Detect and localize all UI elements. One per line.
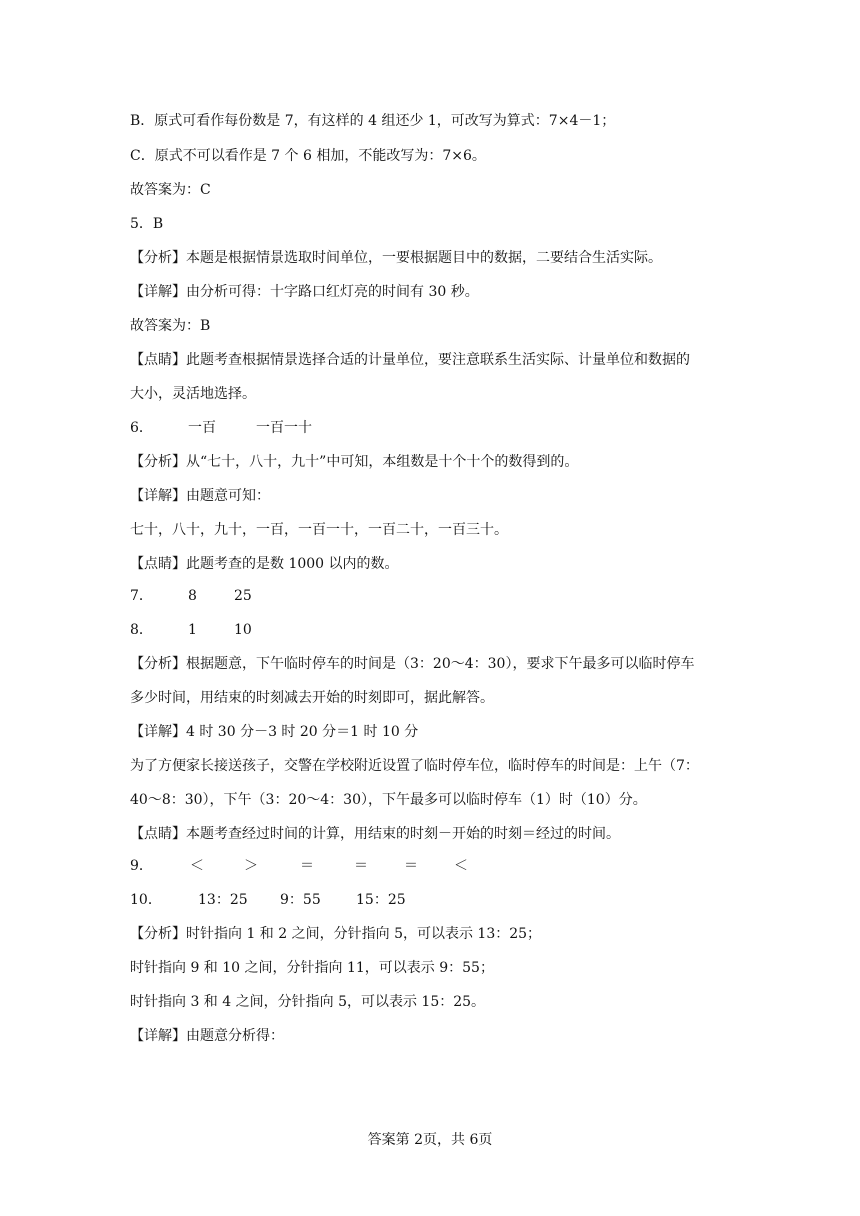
text-line: C．原式不可以看作是 7 个 6 相加，不能改写为：7×6。 xyxy=(130,148,486,164)
comment-line: 【点睛】本题考查经过时间的计算，用结束的时刻－开始的时刻＝经过的时间。 xyxy=(130,826,620,842)
question-number: 8． xyxy=(130,622,153,638)
text-line: 故答案为：C xyxy=(130,182,211,198)
detail-line: 【详解】4 时 30 分－3 时 20 分＝1 时 10 分 xyxy=(130,724,419,740)
comment-line: 【点睛】此题考查根据情景选择合适的计量单位，要注意联系生活实际、计量单位和数据的 xyxy=(130,352,690,368)
text-line: 七十，八十，九十，一百，一百一十，一百二十，一百三十。 xyxy=(130,522,508,538)
detail-line: 【详解】由题意可知： xyxy=(130,488,270,504)
analysis-line: 【分析】时针指向 1 和 2 之间，分针指向 5，可以表示 13：25； xyxy=(130,926,542,942)
question-number: 10． xyxy=(130,892,162,908)
answer-row-q7 xyxy=(130,586,730,606)
answer-cell: ＜ xyxy=(454,858,468,874)
question-number: 6． xyxy=(130,420,153,436)
answer-cell: 10 xyxy=(234,622,252,638)
analysis-line: 【分析】本题是根据情景选取时间单位，一要根据题目中的数据，二要结合生活实际。 xyxy=(130,250,662,266)
answer-cell: 15：25 xyxy=(356,892,406,908)
analysis-line: 【分析】根据题意，下午临时停车的时间是（3：20～4：30），要求下午最多可以临时停车 xyxy=(130,656,695,672)
answer-row-q8 xyxy=(130,620,730,640)
text-line: 大小，灵活地选择。 xyxy=(130,386,256,402)
answer-cell: 一百 xyxy=(188,420,216,436)
answer-cell: 1 xyxy=(188,622,197,638)
answer-cell: 9：55 xyxy=(280,892,321,908)
answer-row-q10 xyxy=(130,890,730,910)
analysis-line: 【分析】从“七十，八十，九十”中可知，本组数是十个十个的数得到的。 xyxy=(130,454,579,470)
page-footer: 答案第 2页，共 6页 xyxy=(367,1132,493,1148)
answer-cell: ＜ xyxy=(190,858,204,874)
comment-line: 【点睛】此题考查的是数 1000 以内的数。 xyxy=(130,556,399,572)
text-line: 时针指向 9 和 10 之间，分针指向 11，可以表示 9：55； xyxy=(130,960,494,976)
answer-cell: ＞ xyxy=(244,858,258,874)
answer-cell: 13：25 xyxy=(198,892,248,908)
detail-line: 【详解】由分析可得：十字路口红灯亮的时间有 30 秒。 xyxy=(130,284,479,300)
answer-cell: ＝ xyxy=(300,858,314,874)
text-line: 40～8：30），下午（3：20～4：30），下午最多可以临时停车（1）时（10）分。 xyxy=(130,792,647,808)
answer-cell: ＝ xyxy=(404,858,418,874)
answer-row-q6 xyxy=(130,418,730,438)
answer-cell: 25 xyxy=(234,588,252,604)
text-line: B．原式可看作每份数是 7，有这样的 4 组还少 1，可改写为算式：7×4－1； xyxy=(130,113,616,129)
question-number: 7． xyxy=(130,588,153,604)
answer-row-q9 xyxy=(130,856,730,876)
question-number: 9． xyxy=(130,858,153,874)
text-line: 时针指向 3 和 4 之间，分针指向 5，可以表示 15：25。 xyxy=(130,994,486,1010)
text-line: 多少时间，用结束的时刻减去开始的时刻即可，据此解答。 xyxy=(130,690,494,706)
answer-cell: ＝ xyxy=(354,858,368,874)
detail-line: 【详解】由题意分析得： xyxy=(130,1028,284,1044)
answer-cell: 一百一十 xyxy=(256,420,312,436)
text-line: 故答案为：B xyxy=(130,318,211,334)
answer-cell: 8 xyxy=(188,588,197,604)
question-number: 5．B xyxy=(130,216,164,232)
text-line: 为了方便家长接送孩子，交警在学校附近设置了临时停车位，临时停车的时间是：上午（7： xyxy=(130,758,699,774)
